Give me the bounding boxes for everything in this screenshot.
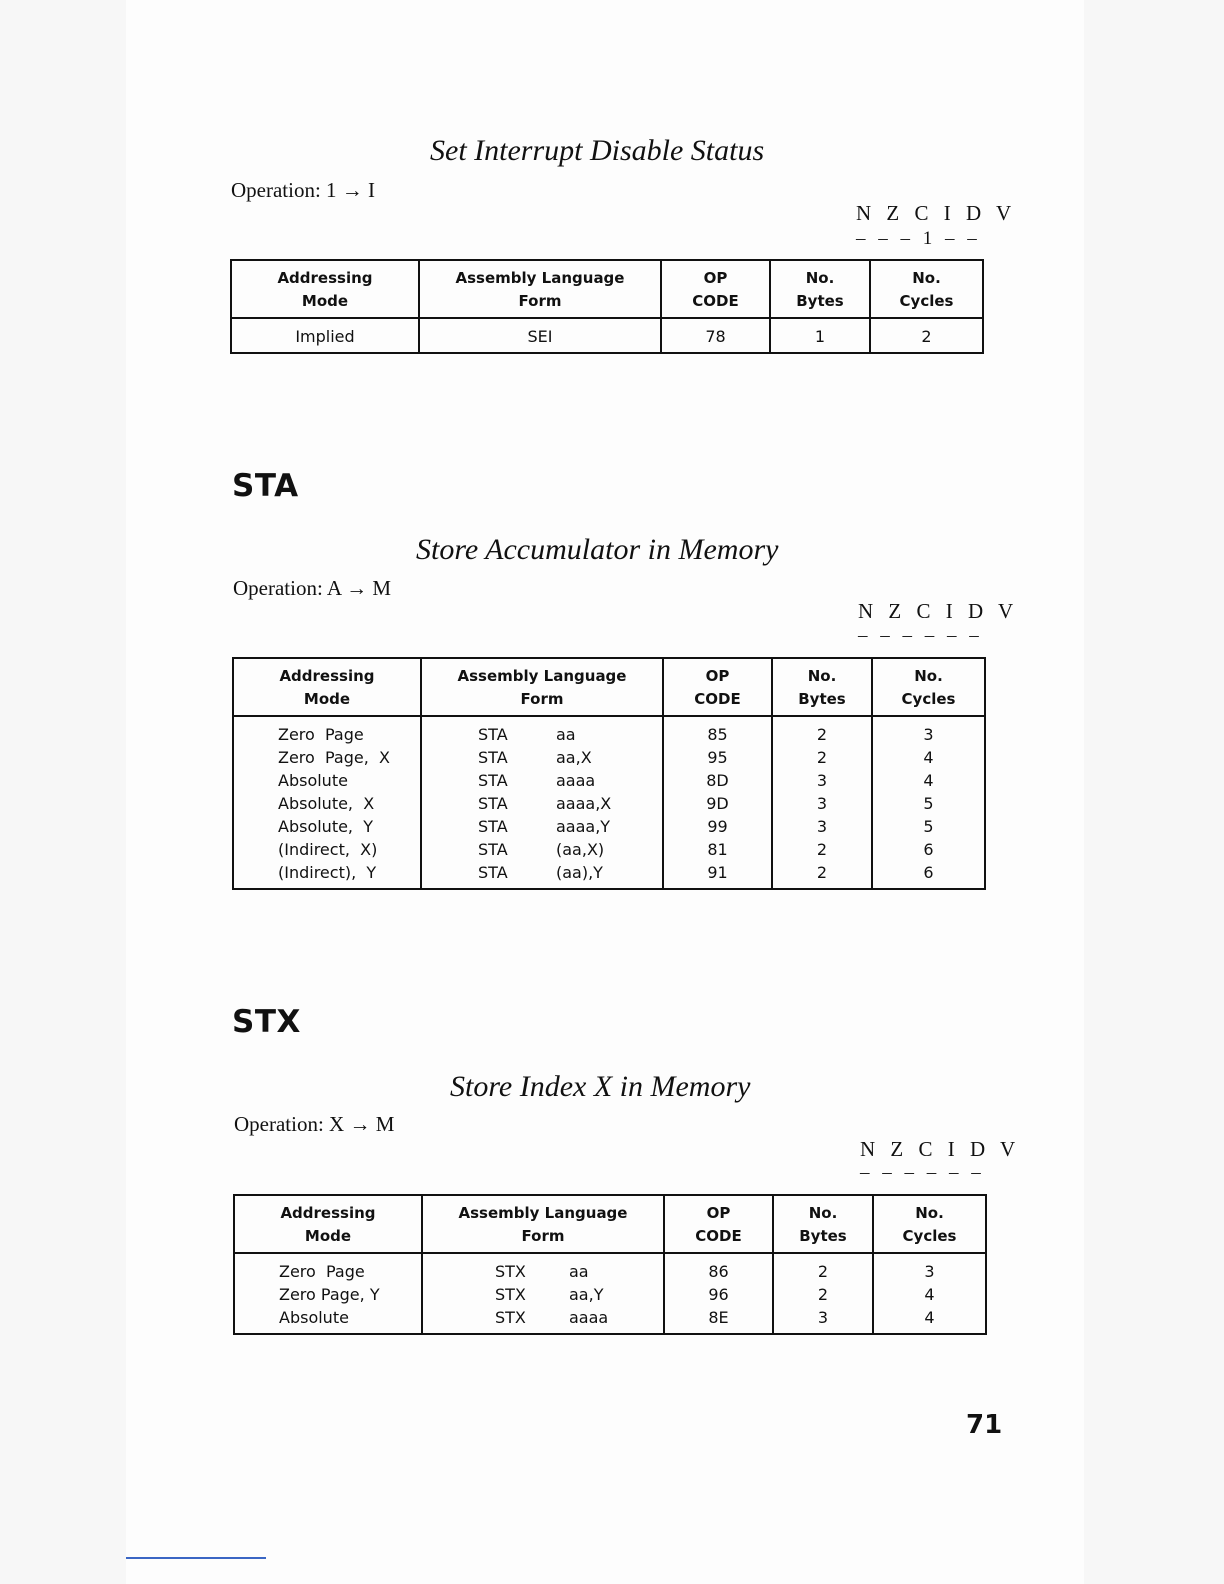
cell-bytes: 3 xyxy=(773,1306,873,1334)
table-row xyxy=(234,1283,986,1306)
sta-operation: Operation: A → M xyxy=(233,576,392,600)
cell-opcode: 81 xyxy=(663,838,772,861)
cell-cycles: 6 xyxy=(872,861,985,889)
stx-flags-header: N Z C I D V xyxy=(860,1137,1021,1161)
table-row xyxy=(234,1306,986,1334)
table-row xyxy=(233,769,985,792)
cell-mode: Absolute, Y xyxy=(233,815,421,838)
cell-form: STA aaaa xyxy=(421,769,663,792)
cell-opcode: 96 xyxy=(664,1283,773,1306)
footer-divider xyxy=(126,1557,266,1559)
table-row xyxy=(233,792,985,815)
cell-form: STX aa xyxy=(422,1253,664,1283)
stx-mnemonic: STX xyxy=(232,1004,301,1040)
cell-opcode: 8D xyxy=(663,769,772,792)
cell-opcode: 78 xyxy=(661,318,770,353)
cell-bytes: 1 xyxy=(770,318,870,353)
cell-form: STA aa xyxy=(421,716,663,746)
sei-title: Set Interrupt Disable Status xyxy=(430,134,765,167)
page-number: 71 xyxy=(966,1410,1003,1440)
table-header-row xyxy=(233,658,985,716)
stx-flags-values: – – – – – – xyxy=(860,1162,985,1183)
header-assembly-form: Assembly Language Form xyxy=(421,658,663,716)
table-row xyxy=(233,838,985,861)
cell-cycles: 5 xyxy=(872,815,985,838)
cell-form: STA aaaa,X xyxy=(421,792,663,815)
cell-mode: Implied xyxy=(231,318,419,353)
cell-cycles: 4 xyxy=(873,1306,986,1334)
header-assembly-form: Assembly Language Form xyxy=(419,260,661,318)
sta-opcode-table xyxy=(232,657,986,890)
cell-bytes: 3 xyxy=(772,769,872,792)
header-addressing-mode: Addressing Mode xyxy=(231,260,419,318)
header-addressing-mode: Addressing Mode xyxy=(234,1195,422,1253)
sta-flags-header: N Z C I D V xyxy=(858,599,1019,623)
cell-opcode: 85 xyxy=(663,716,772,746)
header-cycles: No. Cycles xyxy=(870,260,983,318)
cell-cycles: 3 xyxy=(873,1253,986,1283)
table-row xyxy=(233,861,985,889)
cell-bytes: 2 xyxy=(772,746,872,769)
cell-opcode: 99 xyxy=(663,815,772,838)
stx-title: Store Index X in Memory xyxy=(450,1070,751,1103)
cell-opcode: 86 xyxy=(664,1253,773,1283)
cell-form: STA aaaa,Y xyxy=(421,815,663,838)
table-row xyxy=(234,1253,986,1283)
table-row xyxy=(231,318,983,353)
cell-bytes: 2 xyxy=(772,861,872,889)
cell-mode: Zero Page xyxy=(233,716,421,746)
header-cycles: No. Cycles xyxy=(872,658,985,716)
table-row xyxy=(233,746,985,769)
cell-opcode: 95 xyxy=(663,746,772,769)
cell-cycles: 4 xyxy=(872,746,985,769)
header-assembly-form: Assembly Language Form xyxy=(422,1195,664,1253)
sei-flags-values: – – – 1 – – xyxy=(856,228,981,249)
header-cycles: No. Cycles xyxy=(873,1195,986,1253)
cell-mode: Absolute xyxy=(234,1306,422,1334)
cell-opcode: 9D xyxy=(663,792,772,815)
cell-bytes: 3 xyxy=(772,815,872,838)
cell-form: STA aa,X xyxy=(421,746,663,769)
cell-opcode: 91 xyxy=(663,861,772,889)
cell-cycles: 6 xyxy=(872,838,985,861)
cell-bytes: 2 xyxy=(772,716,872,746)
cell-opcode: 8E xyxy=(664,1306,773,1334)
cell-form: STX aaaa xyxy=(422,1306,664,1334)
table-row xyxy=(233,815,985,838)
sta-mnemonic: STA xyxy=(232,468,299,504)
cell-mode: (Indirect), Y xyxy=(233,861,421,889)
table-row xyxy=(233,716,985,746)
cell-bytes: 2 xyxy=(773,1253,873,1283)
header-op-code: OP CODE xyxy=(664,1195,773,1253)
cell-form: STA (aa,X) xyxy=(421,838,663,861)
cell-cycles: 3 xyxy=(872,716,985,746)
header-op-code: OP CODE xyxy=(661,260,770,318)
header-addressing-mode: Addressing Mode xyxy=(233,658,421,716)
cell-form: STA (aa),Y xyxy=(421,861,663,889)
sta-title: Store Accumulator in Memory xyxy=(416,533,779,566)
cell-bytes: 3 xyxy=(772,792,872,815)
sei-opcode-table xyxy=(230,259,984,354)
cell-mode: Absolute, X xyxy=(233,792,421,815)
table-header-row xyxy=(234,1195,986,1253)
cell-cycles: 4 xyxy=(872,769,985,792)
table-header-row xyxy=(231,260,983,318)
header-bytes: No. Bytes xyxy=(770,260,870,318)
cell-cycles: 4 xyxy=(873,1283,986,1306)
header-op-code: OP CODE xyxy=(663,658,772,716)
cell-bytes: 2 xyxy=(772,838,872,861)
stx-opcode-table xyxy=(233,1194,987,1335)
cell-cycles: 5 xyxy=(872,792,985,815)
stx-operation: Operation: X → M xyxy=(234,1112,395,1136)
cell-form: SEI xyxy=(419,318,661,353)
cell-mode: Zero Page, Y xyxy=(234,1283,422,1306)
cell-mode: Zero Page xyxy=(234,1253,422,1283)
cell-form: STX aa,Y xyxy=(422,1283,664,1306)
cell-mode: Zero Page, X xyxy=(233,746,421,769)
header-bytes: No. Bytes xyxy=(772,658,872,716)
cell-mode: Absolute xyxy=(233,769,421,792)
cell-bytes: 2 xyxy=(773,1283,873,1306)
sta-flags-values: – – – – – – xyxy=(858,625,983,646)
sei-operation: Operation: 1 → I xyxy=(231,178,376,202)
sei-flags-header: N Z C I D V xyxy=(856,201,1017,225)
cell-cycles: 2 xyxy=(870,318,983,353)
cell-mode: (Indirect, X) xyxy=(233,838,421,861)
header-bytes: No. Bytes xyxy=(773,1195,873,1253)
